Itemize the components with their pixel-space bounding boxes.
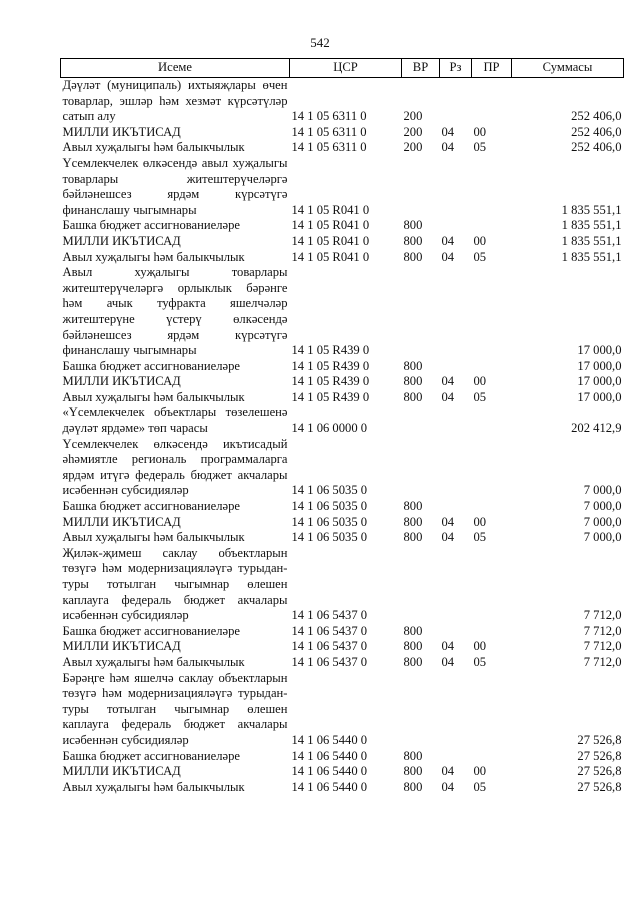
cell-name: Башка бюджет ассигнованиеләре (62, 623, 240, 638)
cell-pr (472, 671, 512, 749)
header-sum: Суммасы (512, 59, 624, 78)
cell-rz (440, 78, 472, 125)
cell-rz: 04 (441, 249, 455, 264)
cell-csr: 14 1 05 R439 0 (291, 389, 370, 404)
cell-vr: 800 (403, 249, 423, 264)
cell-vr (402, 405, 440, 436)
table-row (61, 405, 624, 436)
cell-pr: 05 (473, 140, 487, 155)
cell-pr (472, 78, 512, 125)
cell-csr: 14 1 06 0000 0 (291, 421, 368, 436)
cell-csr: 14 1 06 5437 0 (291, 623, 368, 638)
cell-name: Авыл хуҗалыгы һәм балыкчылык (62, 779, 245, 794)
cell-rz: 04 (441, 374, 455, 389)
cell-name: Башка бюджет ассигнованиеләре (62, 358, 240, 373)
cell-sum: 27 526,8 (577, 748, 622, 763)
cell-name: Авыл хуҗалыгы һәм балыкчылык (62, 249, 245, 264)
cell-sum: 1 835 551,1 (561, 202, 622, 217)
cell-rz: 04 (441, 233, 455, 248)
cell-rz: 04 (441, 764, 455, 779)
cell-pr (472, 437, 512, 499)
cell-csr: 14 1 06 5440 0 (291, 764, 368, 779)
cell-name: «Үсемлекчелек объектлары төзелешенә дәүләт ярдәме» төп чарасы (62, 405, 288, 436)
cell-sum: 7 712,0 (583, 608, 622, 623)
cell-rz (440, 265, 472, 359)
cell-csr: 14 1 05 6311 0 (291, 124, 367, 139)
table-row (61, 499, 624, 515)
cell-sum: 27 526,8 (577, 764, 622, 779)
budget-table (60, 58, 624, 795)
cell-csr: 14 1 05 R041 0 (291, 202, 370, 217)
cell-rz: 04 (441, 389, 455, 404)
cell-vr: 800 (403, 530, 423, 545)
cell-sum: 7 712,0 (583, 639, 622, 654)
cell-name: Үсемлекчелек өлкәсендә икътисадый әһәмиятле региональ программаларга ярдәм итүгә федераль бюджет акчалары исәбеннән субсидияләр (62, 436, 288, 498)
cell-vr: 800 (403, 779, 423, 794)
table-row (61, 374, 624, 390)
cell-csr: 14 1 06 5035 0 (291, 499, 368, 514)
cell-sum: 7 712,0 (583, 623, 622, 638)
table-row (61, 437, 624, 499)
cell-pr (472, 624, 512, 640)
cell-pr: 05 (473, 654, 487, 669)
cell-pr: 00 (473, 764, 487, 779)
cell-sum: 27 526,8 (577, 732, 622, 747)
cell-csr: 14 1 05 6311 0 (291, 140, 367, 155)
table-row (61, 390, 624, 406)
cell-sum: 1 835 551,1 (561, 249, 622, 264)
cell-rz: 04 (441, 779, 455, 794)
cell-rz (440, 749, 472, 765)
cell-vr: 800 (403, 358, 423, 373)
cell-sum: 252 406,0 (571, 140, 622, 155)
cell-csr: 14 1 06 5440 0 (291, 779, 368, 794)
cell-pr (472, 359, 512, 375)
table-row (61, 234, 624, 250)
cell-csr: 14 1 06 5440 0 (291, 732, 368, 747)
table-row (61, 671, 624, 749)
cell-name: Авыл хуҗалыгы һәм балыкчылык (62, 389, 245, 404)
cell-pr: 00 (473, 124, 487, 139)
cell-rz (440, 218, 472, 234)
cell-csr: 14 1 05 R041 0 (291, 249, 370, 264)
cell-name: Авыл хуҗалыгы товарлары житештерүчеләргә орлыклык бәрәнге һәм ачык туфракта яшелчәләр житештерүне үстерү өлкәсендә бәйләнешсез ярдәм күрсәтүгә финанслашу чыгымнары (62, 265, 288, 358)
cell-sum: 1 835 551,1 (561, 218, 622, 233)
cell-rz (440, 405, 472, 436)
cell-name: Башка бюджет ассигнованиеләре (62, 218, 240, 233)
cell-sum: 7 000,0 (583, 499, 622, 514)
header-csr: ЦСР (290, 59, 402, 78)
cell-csr: 14 1 05 6311 0 (291, 109, 367, 124)
cell-vr: 800 (403, 514, 423, 529)
cell-vr: 200 (403, 140, 423, 155)
table-row (61, 624, 624, 640)
cell-rz (440, 437, 472, 499)
cell-csr: 14 1 06 5437 0 (291, 639, 368, 654)
cell-rz: 04 (441, 654, 455, 669)
cell-sum: 1 835 551,1 (561, 233, 622, 248)
cell-name: Авыл хуҗалыгы һәм балыкчылык (62, 140, 245, 155)
table-row (61, 265, 624, 359)
cell-csr: 14 1 06 5035 0 (291, 514, 368, 529)
table-row (61, 530, 624, 546)
cell-pr (472, 749, 512, 765)
cell-sum: 17 000,0 (577, 374, 622, 389)
cell-rz: 04 (441, 514, 455, 529)
cell-vr: 800 (403, 623, 423, 638)
cell-vr: 800 (403, 654, 423, 669)
cell-name: Авыл хуҗалыгы һәм балыкчылык (62, 654, 245, 669)
cell-pr: 05 (473, 779, 487, 794)
cell-vr: 200 (403, 124, 423, 139)
cell-vr: 200 (403, 109, 423, 124)
cell-name: Дәүләт (муниципаль) ихтыяҗлары өчен товарлар, эшләр һәм хезмәт күрсәтүләр сатып алу (62, 78, 288, 124)
table-row (61, 515, 624, 531)
cell-vr (402, 546, 440, 624)
cell-vr: 800 (403, 218, 423, 233)
cell-name: МИЛЛИ ИКЪТИСАД (62, 639, 181, 654)
cell-pr: 05 (473, 530, 487, 545)
cell-sum: 7 000,0 (583, 530, 622, 545)
cell-name: МИЛЛИ ИКЪТИСАД (62, 233, 181, 248)
cell-vr (402, 265, 440, 359)
cell-vr: 800 (403, 374, 423, 389)
cell-name: Бәрәңге һәм яшелчә саклау объектларын төзүгә һәм модернизацияләүгә турыдан-туры тотылган чыгымнар өлешен каплауга федераль бюджет акчалары исәбеннән субсидияләр (62, 670, 288, 747)
cell-rz (440, 671, 472, 749)
cell-sum: 17 000,0 (577, 358, 622, 373)
cell-vr: 800 (403, 639, 423, 654)
cell-vr: 800 (403, 764, 423, 779)
cell-sum: 17 000,0 (577, 389, 622, 404)
cell-name: МИЛЛИ ИКЪТИСАД (62, 374, 181, 389)
cell-pr (472, 405, 512, 436)
table-row (61, 156, 624, 218)
table-row (61, 639, 624, 655)
cell-pr: 05 (473, 249, 487, 264)
cell-csr: 14 1 05 R041 0 (291, 233, 370, 248)
cell-vr: 800 (403, 389, 423, 404)
cell-rz (440, 624, 472, 640)
cell-rz (440, 546, 472, 624)
cell-pr (472, 546, 512, 624)
cell-sum: 17 000,0 (577, 343, 622, 358)
table-row (61, 780, 624, 796)
cell-pr: 00 (473, 514, 487, 529)
cell-sum: 7 000,0 (583, 514, 622, 529)
cell-pr: 00 (473, 233, 487, 248)
cell-csr: 14 1 05 R439 0 (291, 374, 370, 389)
cell-csr: 14 1 06 5035 0 (291, 530, 368, 545)
cell-sum: 252 406,0 (571, 109, 622, 124)
cell-name: МИЛЛИ ИКЪТИСАД (62, 764, 181, 779)
cell-name: Башка бюджет ассигнованиеләре (62, 499, 240, 514)
table-body (61, 78, 624, 796)
cell-vr: 800 (403, 499, 423, 514)
cell-vr: 800 (403, 748, 423, 763)
cell-csr: 14 1 06 5035 0 (291, 483, 368, 498)
cell-sum: 27 526,8 (577, 779, 622, 794)
table-row (61, 125, 624, 141)
table-row (61, 764, 624, 780)
cell-vr (402, 437, 440, 499)
cell-rz (440, 499, 472, 515)
table-row (61, 218, 624, 234)
cell-name: Җиләк-җимеш саклау объектларын төзүгә һәм модернизацияләүгә турыдан-туры тотылган чыгымнар өлешен каплауга федераль бюджет акчалары исәбеннән субсидияләр (62, 545, 288, 623)
cell-csr: 14 1 06 5440 0 (291, 748, 368, 763)
cell-sum: 252 406,0 (571, 124, 622, 139)
table-row (61, 140, 624, 156)
cell-csr: 14 1 06 5437 0 (291, 654, 368, 669)
table-row (61, 546, 624, 624)
cell-sum: 7 000,0 (583, 483, 622, 498)
cell-name: МИЛЛИ ИКЪТИСАД (62, 124, 181, 139)
cell-pr (472, 499, 512, 515)
table-row (61, 655, 624, 671)
cell-rz: 04 (441, 124, 455, 139)
cell-rz: 04 (441, 639, 455, 654)
table-row (61, 250, 624, 266)
cell-pr: 00 (473, 374, 487, 389)
cell-pr (472, 265, 512, 359)
cell-vr (402, 156, 440, 218)
cell-name: Авыл хуҗалыгы һәм балыкчылык (62, 530, 245, 545)
cell-vr (402, 671, 440, 749)
header-pr: ПР (472, 59, 512, 78)
cell-name: Башка бюджет ассигнованиеләре (62, 748, 240, 763)
cell-csr: 14 1 05 R439 0 (291, 343, 370, 358)
table-row (61, 78, 624, 125)
cell-vr: 800 (403, 233, 423, 248)
header-rz: Рз (440, 59, 472, 78)
cell-csr: 14 1 05 R041 0 (291, 218, 370, 233)
cell-pr: 05 (473, 389, 487, 404)
cell-pr (472, 156, 512, 218)
cell-rz (440, 359, 472, 375)
cell-sum: 202 412,9 (571, 421, 622, 436)
cell-pr (472, 218, 512, 234)
cell-rz: 04 (441, 530, 455, 545)
header-vr: ВР (402, 59, 440, 78)
table-header (61, 59, 624, 78)
cell-name: МИЛЛИ ИКЪТИСАД (62, 514, 181, 529)
header-row (61, 59, 624, 78)
table-row (61, 749, 624, 765)
cell-pr: 00 (473, 639, 487, 654)
header-name: Исеме (61, 59, 290, 78)
cell-rz (440, 156, 472, 218)
cell-csr: 14 1 05 R439 0 (291, 358, 370, 373)
table-row (61, 359, 624, 375)
page-number: 542 (310, 35, 330, 50)
cell-name: Үсемлекчелек өлкәсендә авыл хуҗалыгы товарлары житештерүчеләргә бәйләнешсез ярдәм күрсәтүгә финанслашу чыгымнары (62, 155, 288, 217)
cell-sum: 7 712,0 (583, 654, 622, 669)
cell-csr: 14 1 06 5437 0 (291, 608, 368, 623)
cell-rz: 04 (441, 140, 455, 155)
